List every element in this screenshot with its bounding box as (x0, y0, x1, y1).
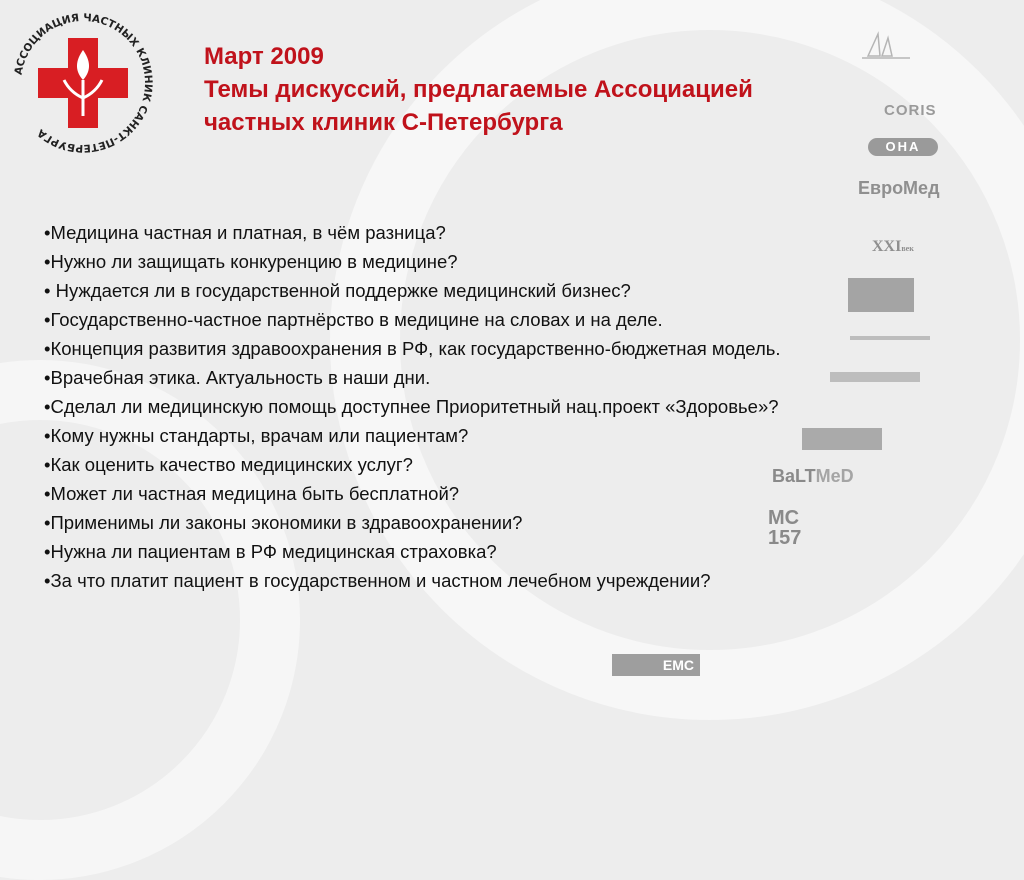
title-line-2: частных клиник С-Петербурга (204, 109, 563, 136)
slide-title (204, 40, 844, 139)
title-date: Март 2009 (204, 43, 324, 70)
sailboat-clinic-logo (858, 30, 914, 64)
list-item: •Концепция развития здравоохранения в РФ, как государственно-бюджетная модель. (44, 338, 781, 359)
baltmed-logo: BaLTMeD (772, 466, 854, 486)
ona-logo: ОНА (868, 138, 938, 156)
list-item: •Нужна ли пациентам в РФ медицинская страховка? (44, 541, 497, 562)
list-item: •Может ли частная медицина быть бесплатной? (44, 483, 460, 504)
list-item: •Нужно ли защищать конкуренцию в медицине? (44, 251, 458, 272)
clinic-logo-box (802, 428, 882, 450)
mc157-logo: МС 157 (768, 507, 802, 549)
list-item: •Кому нужны стандарты, врачам или пациентам? (44, 425, 469, 446)
discussion-topics-list (44, 218, 1004, 595)
list-item: •Врачебная этика. Актуальность в наши дни. (44, 367, 431, 388)
rodom-clinic-logo (848, 278, 914, 312)
association-logo (8, 8, 158, 158)
list-item: •Как оценить качество медицинских услуг? (44, 454, 413, 475)
logo-ring-text: АССОЦИАЦИЯ ЧАСТНЫХ КЛИНИК САНКТ-ПЕТЕРБУРГА (12, 11, 155, 155)
coris-logo: CORIS (884, 102, 937, 119)
clinic-logo-strip (830, 372, 920, 382)
emc-logo: EMC (612, 654, 700, 676)
red-cross-icon (38, 38, 128, 128)
title-line-1: Темы дискуссий, предлагаемые Ассоциацией (204, 76, 753, 103)
list-item: •Сделал ли медицинскую помощь доступнее Приоритетный нац.проект «Здоровье»? (44, 396, 779, 417)
divider-bar (850, 336, 930, 340)
list-item: •Применимы ли законы экономики в здравоохранении? (44, 512, 523, 533)
list-item: •За что платит пациент в государственном и частном лечебном учреждении? (44, 570, 711, 591)
list-item: •Медицина частная и платная, в чём разница? (44, 222, 446, 243)
list-item: •Государственно-частное партнёрство в медицине на словах и на деле. (44, 309, 663, 330)
list-item: • Нуждается ли в государственной поддержке медицинский бизнес? (44, 280, 631, 301)
xxi-century-logo: XXIвек (872, 238, 914, 255)
evromed-logo: ЕвроМед (858, 178, 940, 198)
